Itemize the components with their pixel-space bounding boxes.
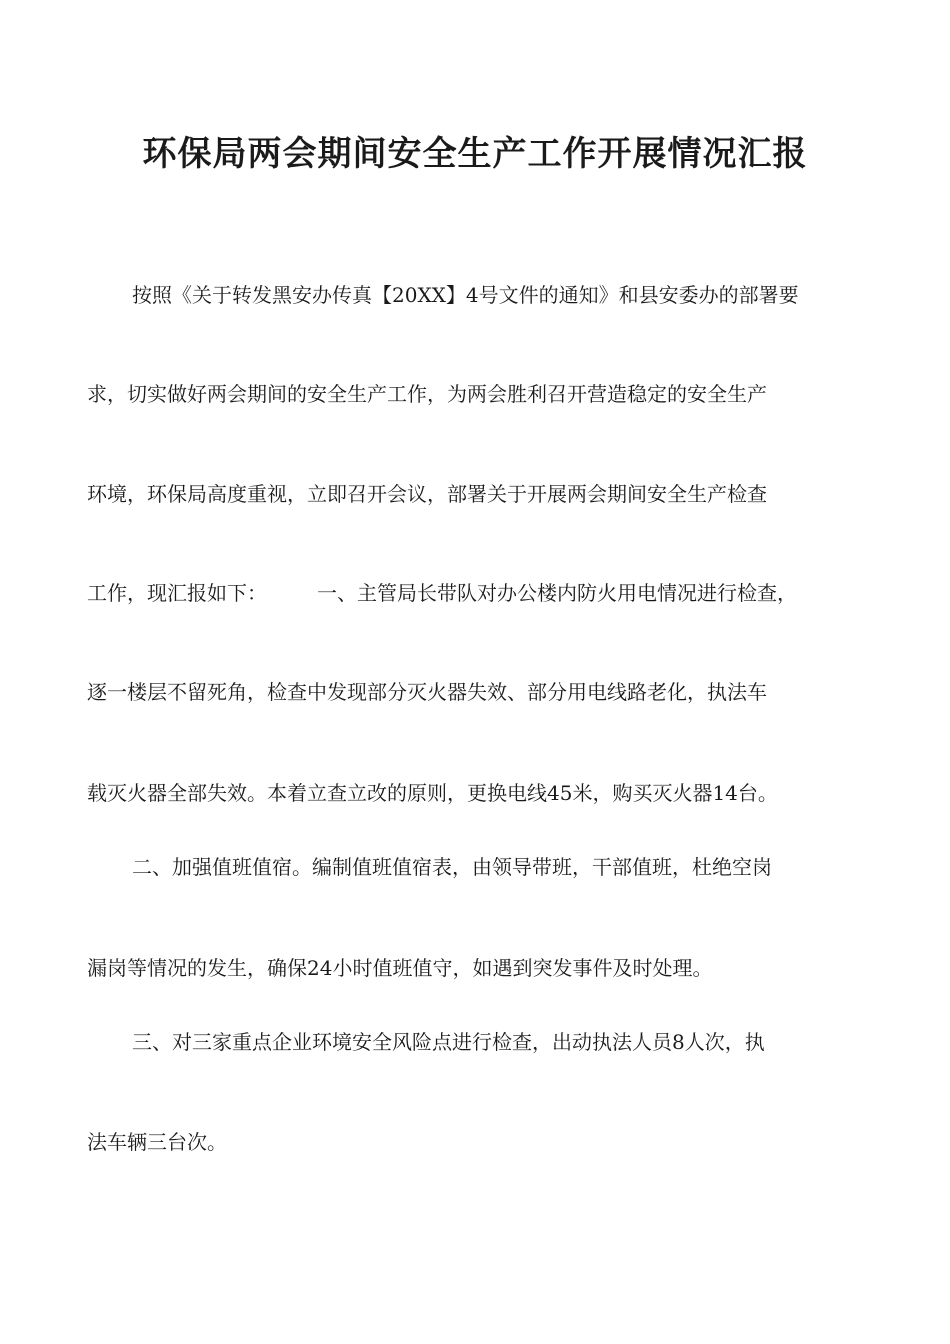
paragraph-line-5: 逐一楼层不留死角，检查中发现部分灭火器失效、部分用电线路老化，执法车 bbox=[87, 680, 767, 704]
paragraph-line-2: 求，切实做好两会期间的安全生产工作，为两会胜利召开营造稳定的安全生产 bbox=[87, 382, 767, 406]
paragraph-line-4: 工作，现汇报如下： 一、主管局长带队对办公楼内防火用电情况进行检查， bbox=[87, 581, 797, 605]
document-title: 环保局两会期间安全生产工作开展情况汇报 bbox=[142, 134, 808, 174]
paragraph-line-8: 漏岗等情况的发生，确保24小时值班值守，如遇到突发事件及时处理。 bbox=[87, 956, 713, 980]
paragraph-line-9: 三、对三家重点企业环境安全风险点进行检查，出动执法人员8人次，执 bbox=[132, 1030, 765, 1054]
paragraph-line-3: 环境，环保局高度重视，立即召开会议，部署关于开展两会期间安全生产检查 bbox=[87, 482, 767, 506]
paragraph-line-7: 二、加强值班值宿。编制值班值宿表，由领导带班，干部值班，杜绝空岗 bbox=[132, 855, 772, 879]
paragraph-line-6: 载灭火器全部失效。本着立查立改的原则，更换电线45米，购买灭火器14台。 bbox=[87, 781, 778, 805]
paragraph-line-1: 按照《关于转发黑安办传真【20XX】4号文件的通知》和县安委办的部署要 bbox=[132, 283, 799, 307]
paragraph-line-10: 法车辆三台次。 bbox=[87, 1130, 227, 1154]
